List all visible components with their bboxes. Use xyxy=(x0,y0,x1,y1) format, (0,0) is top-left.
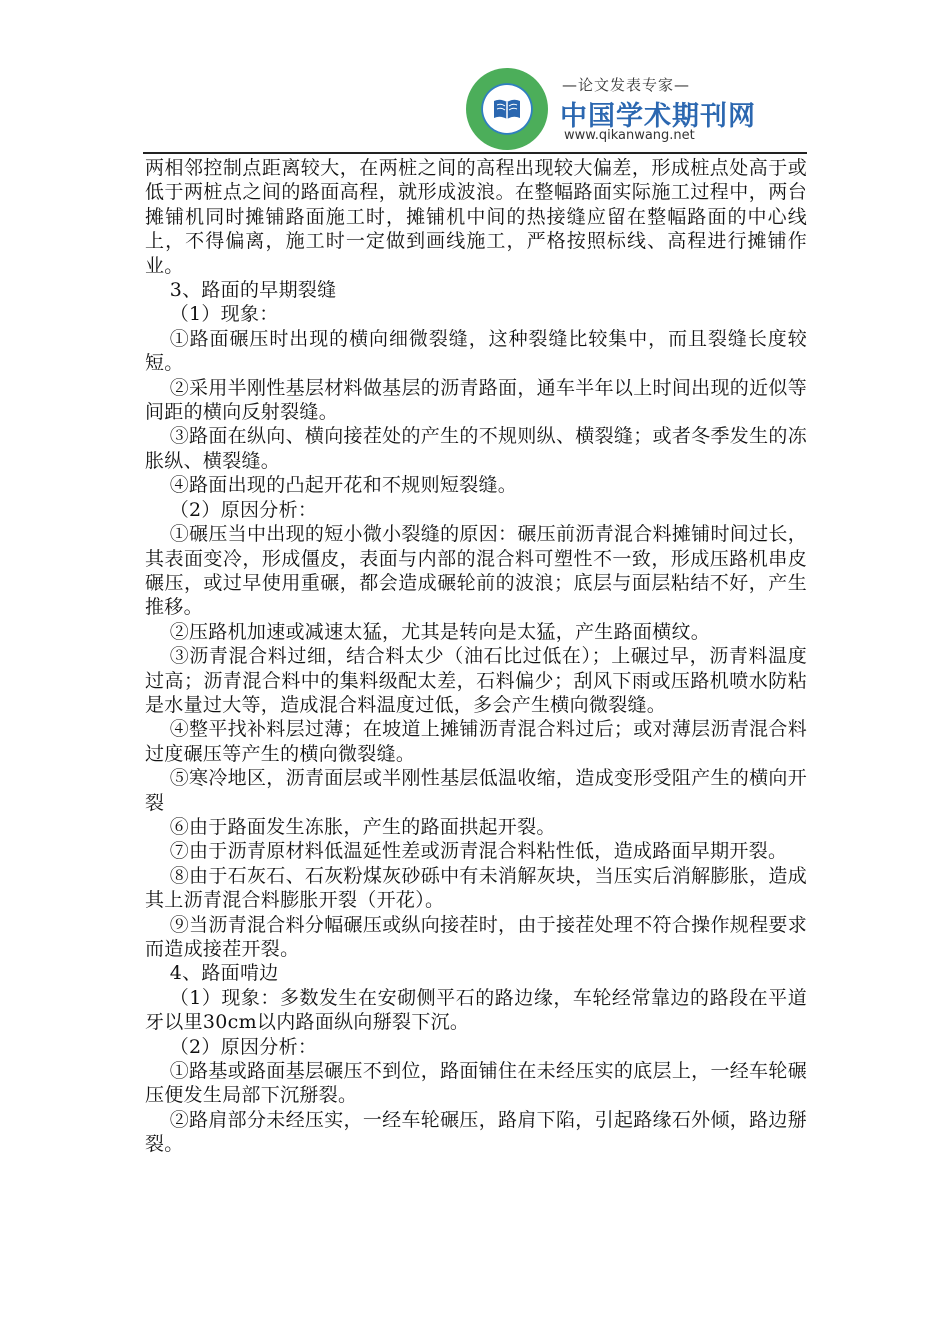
paragraph: ①路面碾压时出现的横向细微裂缝，这种裂缝比较集中，而且裂缝长度较短。 xyxy=(145,327,807,375)
brand-name: 中国学术期刊网 xyxy=(560,101,756,132)
paragraph: 3、路面的早期裂缝 xyxy=(169,279,337,302)
paragraph: （1）现象：多数发生在安砌侧平石的路边缘，车轮经常靠边的路段在平道牙以里30cm以内路面纵向掰裂下沉。 xyxy=(145,986,807,1034)
brand-url: www.qikanwang.net xyxy=(564,128,695,143)
paragraph: （1）现象： xyxy=(169,303,279,326)
paragraph: ③路面在纵向、横向接茬处的产生的不规则纵、横裂缝；或者冬季发生的冻胀纵、横裂缝。 xyxy=(145,425,807,472)
paragraph: ②采用半刚性基层材料做基层的沥青路面，通车半年以上时间出现的近似等间距的横向反射裂缝。 xyxy=(145,376,807,424)
paragraph: ④整平找补料层过薄；在坡道上摊铺沥青混合料过后；或对薄层沥青混合料过度碾压等产生的横向微裂缝。 xyxy=(145,718,807,765)
paragraph: ⑤寒冷地区，沥青面层或半刚性基层低温收缩，造成变形受阻产生的横向开裂 xyxy=(145,767,807,814)
paragraph: ⑦由于沥青原材料低温延性差或沥青混合料粘性低，造成路面早期开裂。 xyxy=(169,840,788,863)
paragraph: ①路基或路面基层碾压不到位，路面铺住在未经压实的底层上，一经车轮碾压便发生局部下沉掰裂。 xyxy=(145,1060,807,1107)
paragraph: ①碾压当中出现的短小微小裂缝的原因：碾压前沥青混合料摊铺时间过长，其表面变冷，形成僵皮，表面与内部的混合料可塑性不一致，形成压路机串皮碾压，或过早使用重碾，都会造成碾轮前的波浪；底层与面层粘结不好，产生推移。 xyxy=(145,523,807,619)
paragraph: ④路面出现的凸起开花和不规则短裂缝。 xyxy=(169,474,518,497)
paragraph: ⑨当沥青混合料分幅碾压或纵向接茬时，由于接茬处理不符合操作规程要求而造成接茬开裂。 xyxy=(145,913,807,960)
page-header xyxy=(0,0,950,160)
site-logo xyxy=(466,68,756,152)
paragraph: ②路肩部分未经压实，一经车轮碾压，路肩下陷，引起路缘石外倾，路边掰裂。 xyxy=(145,1108,807,1156)
book-icon xyxy=(493,98,521,120)
paragraph: ③沥青混合料过细，结合料太少（油石比过低在）；上碾过早，沥青料温度过高；沥青混合料中的集料级配太差，石料偏少；刮风下雨或压路机喷水防粘是水量过大等，造成混合料温度过低，多会产生横向微裂缝。 xyxy=(145,645,807,716)
paragraph: （2）原因分析： xyxy=(169,1035,318,1058)
logo-badge xyxy=(466,68,548,150)
paragraph: ②压路机加速或减速太猛，尤其是转向是太猛，产生路面横纹。 xyxy=(169,620,711,643)
paragraph: 4、路面啃边 xyxy=(169,962,279,985)
paragraph: （2）原因分析： xyxy=(169,498,318,521)
paragraph: ⑥由于路面发生冻胀，产生的路面拱起开裂。 xyxy=(169,815,556,838)
document-body xyxy=(145,156,807,1157)
brand-slogan: —论文发表专家— xyxy=(562,76,691,94)
paragraph: ⑧由于石灰石、石灰粉煤灰砂砾中有未消解灰块，当压实后消解膨胀，造成其上沥青混合料膨胀开裂（开花）。 xyxy=(145,864,807,912)
header-rule xyxy=(143,152,807,154)
paragraph: 两相邻控制点距离较大，在两桩之间的高程出现较大偏差，形成桩点处高于或低于两桩点之间的路面高程，就形成波浪。在整幅路面实际施工过程中，两台摊铺机同时摊铺路面施工时，摊铺机中间的热接缝应留在整幅路面的中心线上，不得偏离，施工时一定做到画线施工，严格按照标线、高程进行摊铺作业。 xyxy=(145,157,807,277)
